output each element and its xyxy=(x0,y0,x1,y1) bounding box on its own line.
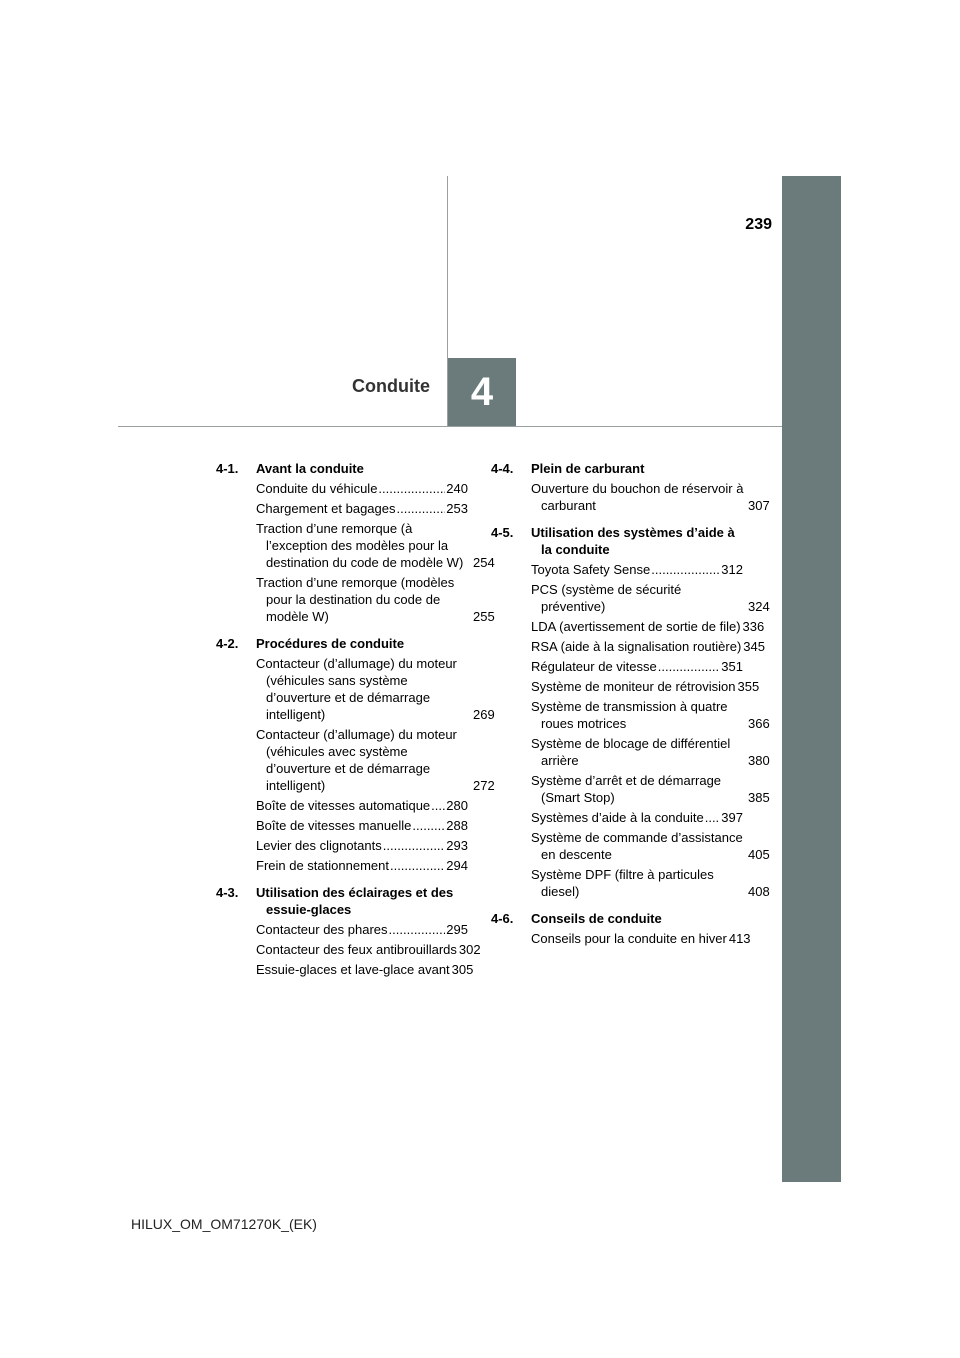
toc-entry[interactable] xyxy=(256,797,468,814)
toc-entry[interactable] xyxy=(531,809,743,826)
toc-entry-title: Contacteur des feux antibrouillards xyxy=(256,942,457,957)
dot-leader xyxy=(390,857,445,874)
section-title: Plein de carburant xyxy=(531,461,645,476)
toc-entry-page: 345 xyxy=(743,639,765,654)
page-number: 239 xyxy=(745,216,772,233)
toc-entry-title: Système de transmission à quatre roues motrices xyxy=(531,699,728,731)
toc-entry-title: Régulateur de vitesse xyxy=(531,659,657,674)
dot-leader xyxy=(658,658,721,675)
toc-entry-title: Système de commande d’assistance en descente xyxy=(531,830,743,862)
section-number: 4-4. xyxy=(491,461,514,476)
section-heading xyxy=(216,460,468,477)
toc-entry-title: Système d’arrêt et de démarrage (Smart Stop) xyxy=(531,773,722,805)
toc-section xyxy=(216,460,495,625)
toc-entry[interactable] xyxy=(256,961,474,978)
toc-entry-title: PCS (système de sécurité préventive) xyxy=(531,582,682,614)
section-heading xyxy=(491,910,743,927)
toc-entry-title: RSA (aide à la signalisation routière) xyxy=(531,639,742,654)
toc-entry-page: 366 xyxy=(748,716,770,731)
toc-entry-title: Système de blocage de différentiel arrière xyxy=(531,736,731,768)
toc-section xyxy=(216,884,481,978)
toc-entry-page: 336 xyxy=(742,619,765,634)
toc-entry-page: 294 xyxy=(446,858,468,873)
toc-entry-page: 288 xyxy=(446,818,468,833)
toc-entry[interactable] xyxy=(531,735,770,769)
toc-entry-title: Toyota Safety Sense xyxy=(531,562,651,577)
section-heading xyxy=(491,460,743,477)
toc-entry-title: Conseils pour la conduite en hiver xyxy=(531,931,727,946)
section-title: Avant la conduite xyxy=(256,461,364,476)
toc-entry-title: Levier des clignotants xyxy=(256,838,382,853)
toc-entry-page: 312 xyxy=(721,562,743,577)
section-number: 4-6. xyxy=(491,911,514,926)
toc-entry-title: Systèmes d’aide à la conduite xyxy=(531,810,704,825)
toc-entry-title: Essuie-glaces et lave-glace avant xyxy=(256,962,450,977)
toc-entry[interactable] xyxy=(256,817,468,834)
toc-entry[interactable] xyxy=(256,520,495,571)
toc-entry[interactable] xyxy=(256,500,468,517)
dot-leader xyxy=(412,817,445,834)
toc-entry-page: 397 xyxy=(721,810,743,825)
toc-entry[interactable] xyxy=(531,618,765,635)
toc-entry[interactable] xyxy=(531,480,770,514)
dot-leader xyxy=(389,921,446,938)
dot-leader xyxy=(396,500,445,517)
section-number: 4-1. xyxy=(216,461,239,476)
toc-entry[interactable] xyxy=(531,698,770,732)
dot-leader xyxy=(651,561,720,578)
toc-entry-title: Traction d’une remorque (à l’exception des modèles pour la destination du code de modèle W) xyxy=(256,521,464,570)
toc-entry-title: Traction d’une remorque (modèles pour la destination du code de modèle W) xyxy=(256,575,455,624)
chapter-title: Conduite xyxy=(352,376,430,396)
toc-entry[interactable] xyxy=(256,921,468,938)
toc-entry[interactable] xyxy=(531,772,770,806)
toc-entry-title: Contacteur (d’allumage) du moteur (véhicules avec système d’ouverture et de démarrage intelligent) xyxy=(256,727,457,793)
toc-entry-title: Contacteur (d’allumage) du moteur (véhicules sans système d’ouverture et de démarrage intelligent) xyxy=(256,656,457,722)
toc-entry-page: 255 xyxy=(473,609,495,624)
toc-column-left xyxy=(216,460,495,988)
toc-entry[interactable] xyxy=(256,837,468,854)
toc-entry-page: 272 xyxy=(473,778,495,793)
toc-entry-page: 355 xyxy=(737,679,760,694)
dot-leader xyxy=(378,480,445,497)
toc-entry-page: 302 xyxy=(458,942,481,957)
toc-section xyxy=(216,635,495,874)
dot-leader xyxy=(383,837,446,854)
toc-entry-title: Conduite du véhicule xyxy=(256,481,378,496)
header-horizontal-rule xyxy=(118,426,782,427)
toc-entry-title: Frein de stationnement xyxy=(256,858,389,873)
section-title: Procédures de conduite xyxy=(256,636,405,651)
toc-entry-page: 413 xyxy=(728,931,751,946)
toc-entry[interactable] xyxy=(531,638,765,655)
toc-section xyxy=(491,524,770,900)
document-code: HILUX_OM_OM71270K_(EK) xyxy=(131,1216,317,1232)
toc-section xyxy=(491,460,770,514)
toc-entry[interactable] xyxy=(531,581,770,615)
toc-entry-page: 307 xyxy=(748,498,770,513)
toc-entry-page: 324 xyxy=(748,599,770,614)
section-number: 4-5. xyxy=(491,525,514,540)
toc-entry-title: Boîte de vitesses manuelle xyxy=(256,818,412,833)
toc-entry-page: 253 xyxy=(446,501,468,516)
toc-entry-page: 280 xyxy=(446,798,468,813)
toc-entry[interactable] xyxy=(531,561,743,578)
toc-entry-page: 405 xyxy=(748,847,770,862)
section-title: Utilisation des éclairages et des essuie-glaces xyxy=(256,885,454,917)
toc-entry[interactable] xyxy=(531,829,770,863)
toc-section xyxy=(491,910,751,947)
toc-entry[interactable] xyxy=(256,941,481,958)
toc-entry-page: 385 xyxy=(748,790,770,805)
toc-entry-page: 305 xyxy=(451,962,474,977)
section-title: Conseils de conduite xyxy=(531,911,662,926)
toc-entry-title: Boîte de vitesses automatique xyxy=(256,798,431,813)
toc-entry-page: 351 xyxy=(721,659,743,674)
toc-entry-title: Contacteur des phares xyxy=(256,922,388,937)
toc-entry-title: Ouverture du bouchon de réservoir à carburant xyxy=(531,481,744,513)
section-heading xyxy=(491,524,743,558)
dot-leader xyxy=(431,797,445,814)
section-title: Utilisation des systèmes d’aide à la conduite xyxy=(531,525,735,557)
toc-entry[interactable] xyxy=(256,574,495,625)
toc-entry-page: 269 xyxy=(473,707,495,722)
toc-entry[interactable] xyxy=(531,930,751,947)
chapter-number-box: 4 xyxy=(448,358,516,426)
section-number: 4-2. xyxy=(216,636,239,651)
toc-entry-page: 380 xyxy=(748,753,770,768)
section-number: 4-3. xyxy=(216,885,239,900)
toc-entry[interactable] xyxy=(531,678,760,695)
toc-entry[interactable] xyxy=(256,480,468,497)
toc-entry-title: Système de moniteur de rétrovision xyxy=(531,679,736,694)
toc-entry[interactable] xyxy=(531,658,743,675)
toc-entry-title: Système DPF (filtre à particules diesel) xyxy=(531,867,714,899)
toc-entry[interactable] xyxy=(256,726,495,794)
dot-leader xyxy=(705,809,721,826)
toc-entry[interactable] xyxy=(256,857,468,874)
toc-column-right xyxy=(491,460,770,957)
toc-entry-page: 240 xyxy=(446,481,468,496)
toc-entry[interactable] xyxy=(256,655,495,723)
toc-entry-page: 293 xyxy=(446,838,468,853)
toc-entry[interactable] xyxy=(531,866,770,900)
chapter-side-tab xyxy=(782,176,841,1182)
toc-entry-title: Chargement et bagages xyxy=(256,501,396,516)
toc-entry-title: LDA (avertissement de sortie de file) xyxy=(531,619,741,634)
toc-entry-page: 408 xyxy=(748,884,770,899)
section-heading xyxy=(216,635,468,652)
toc-entry-page: 295 xyxy=(446,922,468,937)
section-heading xyxy=(216,884,468,918)
toc-entry-page: 254 xyxy=(473,555,495,570)
